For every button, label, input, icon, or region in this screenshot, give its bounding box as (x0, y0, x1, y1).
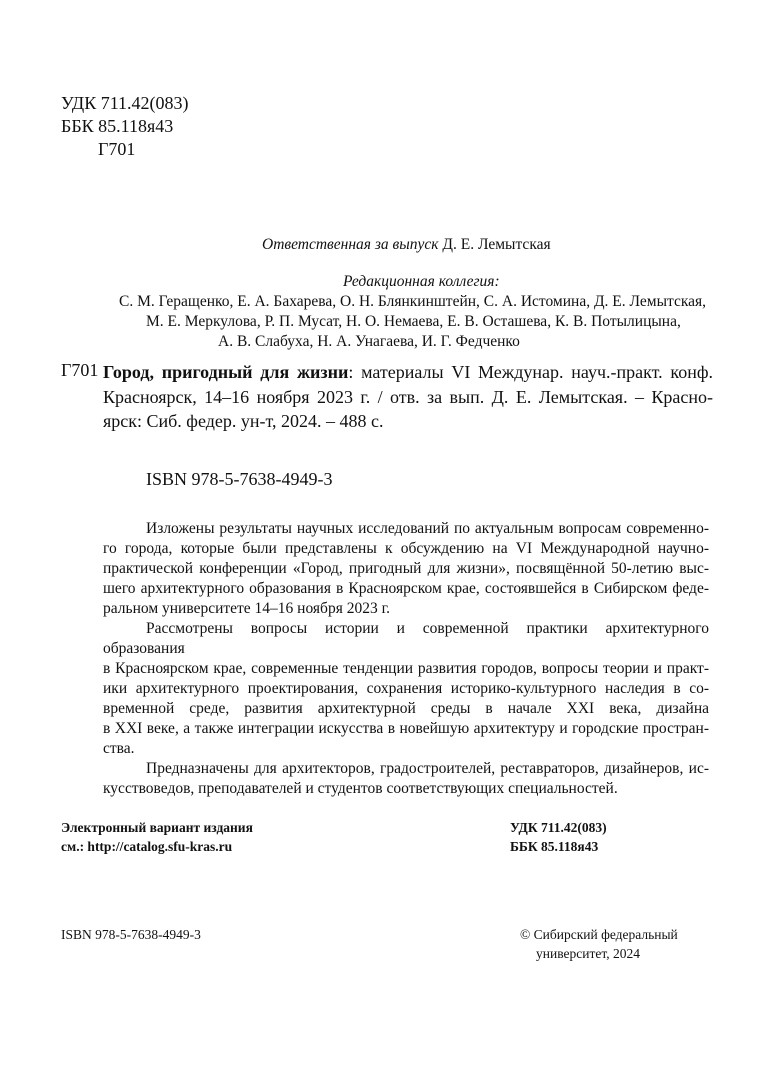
editorial-board-line: А. В. Слабуха, Н. А. Унагаева, И. Г. Федченко (218, 333, 520, 350)
author-mark: Г701 (98, 139, 136, 159)
electronic-version-label: Электронный вариант издания (61, 820, 253, 835)
editorial-board-line: М. Е. Меркулова, Р. П. Мусат, Н. О. Немаева, Е. В. Осташева, К. В. Потылицына, (146, 313, 681, 330)
responsible-label: Ответственная за выпуск (262, 236, 439, 253)
abstract-paragraph-3: Предназначены для архитекторов, градостроителей, реставраторов, дизайнеров, ис- (146, 760, 709, 777)
editorial-board-title: Редакционная коллегия: (343, 273, 500, 290)
bottom-bbk-code: ББК 85.118я43 (510, 839, 599, 854)
abstract-paragraph-1: Изложены результаты научных исследований по актуальным вопросам современно- (146, 520, 709, 537)
biblio-code: Г701 (61, 360, 99, 380)
electronic-version-link[interactable]: см.: http://catalog.sfu-kras.ru (61, 839, 233, 854)
biblio-line-1: Город, пригодный для жизни: материалы VI Междунар. науч.-практ. конф. (103, 362, 713, 382)
biblio-line-2: Красноярск, 14–16 ноября 2023 г. / отв. за вып. Д. Е. Лемытская. – Красно- (103, 386, 713, 407)
bbk-code: ББК 85.118я43 (61, 116, 174, 136)
editorial-board-line: С. М. Геращенко, Е. А. Бахарева, О. Н. Блянкинштейн, С. А. Истомина, Д. Е. Лемытская, (119, 293, 707, 310)
copyright-line-2: университет, 2024 (536, 946, 640, 961)
isbn-bottom: ISBN 978-5-7638-4949-3 (61, 927, 201, 942)
biblio-line-3: ярск: Сиб. федер. ун-т, 2024. – 488 с. (103, 411, 384, 431)
abstract-paragraph-2: Рассмотрены вопросы истории и современной практики архитектурного образования (103, 620, 709, 657)
book-title: Город, пригодный для жизни (103, 362, 349, 382)
isbn-main: ISBN 978-5-7638-4949-3 (146, 469, 333, 489)
responsible-name: Д. Е. Лемытская (442, 236, 551, 253)
bibliographic-record (103, 360, 713, 434)
bottom-udk-code: УДК 711.42(083) (510, 820, 607, 835)
copyright-line-1: © Сибирский федеральный (520, 927, 678, 942)
responsible-line (262, 236, 551, 254)
abstract: Изложены результаты научных исследований по актуальным вопросам современно- го города, которые были представлены к обсуждению на VI Международной научно- практической конференции «Город, пригодный для жизни», посвящённой 50-летию выс- шего архитектурного образования в Красноярском крае, состоявшейся в Сибирском феде- ральном университете 14–16 ноября 2023 г. Рассмотрены вопросы истории и современной практики архитектурного образования в Красноярском крае, современные тенденции развития городов, вопросы теории и практ- ики архитектурного проектирования, сохранения историко-культурного наследия в со- временной среде, развития архитектурной среды в начале XXI века, дизайна в XXI веке, а также интеграции искусства в новейшую архитектуру и городские простран- ства. Предназначены для архитекторов, градостроителей, реставраторов, дизайнеров, ис- кусствоведов, преподавателей и студентов соответствующих специальностей. (103, 520, 709, 797)
udk-code: УДК 711.42(083) (61, 93, 189, 113)
